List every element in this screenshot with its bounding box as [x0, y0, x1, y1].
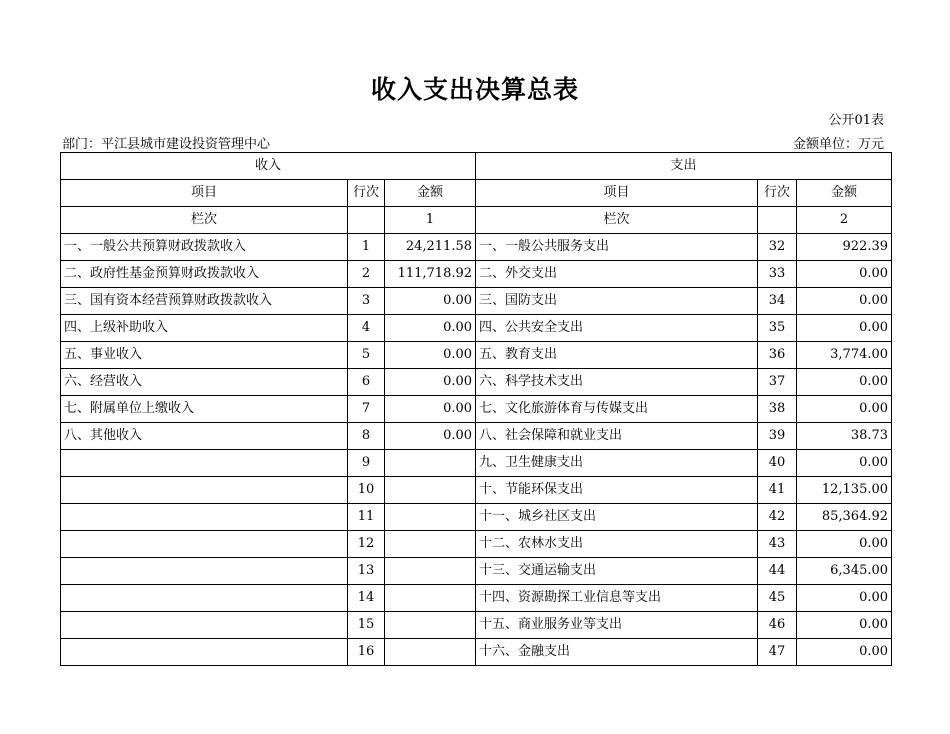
expense-amount-cell: 12,135.00	[797, 477, 892, 504]
expense-amount-cell: 0.00	[797, 639, 892, 666]
income-amount-cell	[385, 639, 476, 666]
expense-item-cell: 十一、城乡社区支出	[476, 504, 758, 531]
expense-amount-cell: 3,774.00	[797, 342, 892, 369]
expense-item-cell: 四、公共安全支出	[476, 315, 758, 342]
expense-row-no-cell: 40	[758, 450, 797, 477]
table-row	[61, 558, 892, 585]
income-amount-cell: 0.00	[385, 315, 476, 342]
income-item-cell	[61, 585, 348, 612]
header-row-column-index	[61, 207, 892, 234]
expense-row-no-cell: 45	[758, 585, 797, 612]
table-row	[61, 504, 892, 531]
expense-amount-cell: 85,364.92	[797, 504, 892, 531]
expense-amount-cell: 0.00	[797, 396, 892, 423]
expense-item-cell: 十二、农林水支出	[476, 531, 758, 558]
income-amount-header: 金额	[385, 180, 476, 207]
income-item-cell	[61, 612, 348, 639]
expense-row-no-cell: 37	[758, 369, 797, 396]
income-row-no-cell: 11	[348, 504, 385, 531]
income-amount-cell	[385, 585, 476, 612]
table-row	[61, 639, 892, 666]
expense-item-cell: 九、卫生健康支出	[476, 450, 758, 477]
expense-amount-cell: 922.39	[797, 234, 892, 261]
expense-item-cell: 八、社会保障和就业支出	[476, 423, 758, 450]
income-row-no-cell: 5	[348, 342, 385, 369]
income-row-no-header: 行次	[348, 180, 385, 207]
income-amount-cell	[385, 558, 476, 585]
income-row-no-cell: 12	[348, 531, 385, 558]
income-item-header: 项目	[61, 180, 348, 207]
expense-row-no-cell: 39	[758, 423, 797, 450]
table-row	[61, 342, 892, 369]
expense-amount-cell: 0.00	[797, 585, 892, 612]
department-label: 部门：平江县城市建设投资管理中心	[62, 137, 271, 152]
form-number: 公开01表	[828, 113, 884, 128]
income-row-no-cell: 2	[348, 261, 385, 288]
income-row-no-cell: 3	[348, 288, 385, 315]
expense-row-no-cell: 36	[758, 342, 797, 369]
income-row-no-cell: 9	[348, 450, 385, 477]
expense-amount-cell: 0.00	[797, 288, 892, 315]
amount-unit-label: 金额单位：万元	[792, 137, 884, 152]
expense-item-cell: 三、国防支出	[476, 288, 758, 315]
table-row	[61, 396, 892, 423]
expense-row-no-cell: 43	[758, 531, 797, 558]
table-row	[61, 423, 892, 450]
expense-row-no-cell: 38	[758, 396, 797, 423]
income-row-no-cell: 4	[348, 315, 385, 342]
income-row-no-cell: 13	[348, 558, 385, 585]
table-row	[61, 450, 892, 477]
income-column-empty	[348, 207, 385, 234]
expense-row-no-cell: 44	[758, 558, 797, 585]
income-amount-cell	[385, 477, 476, 504]
expense-header: 支出	[476, 153, 892, 180]
income-row-no-cell: 8	[348, 423, 385, 450]
expense-amount-cell: 6,345.00	[797, 558, 892, 585]
expense-item-cell: 二、外交支出	[476, 261, 758, 288]
income-row-no-cell: 16	[348, 639, 385, 666]
expense-row-no-cell: 41	[758, 477, 797, 504]
income-item-cell: 七、附属单位上缴收入	[61, 396, 348, 423]
income-amount-cell: 0.00	[385, 369, 476, 396]
income-amount-cell: 0.00	[385, 288, 476, 315]
income-amount-cell	[385, 531, 476, 558]
table-row	[61, 612, 892, 639]
income-item-cell: 八、其他收入	[61, 423, 348, 450]
income-amount-cell	[385, 450, 476, 477]
income-item-cell: 二、政府性基金预算财政拨款收入	[61, 261, 348, 288]
income-item-cell: 四、上级补助收入	[61, 315, 348, 342]
income-column-index: 1	[385, 207, 476, 234]
expense-amount-cell: 0.00	[797, 612, 892, 639]
income-item-cell: 三、国有资本经营预算财政拨款收入	[61, 288, 348, 315]
table-row	[61, 531, 892, 558]
expense-row-no-cell: 47	[758, 639, 797, 666]
income-header: 收入	[61, 153, 476, 180]
income-item-cell: 五、事业收入	[61, 342, 348, 369]
expense-column-index: 2	[797, 207, 892, 234]
expense-row-no-cell: 34	[758, 288, 797, 315]
income-item-cell	[61, 477, 348, 504]
expense-column-empty	[758, 207, 797, 234]
expense-amount-cell: 0.00	[797, 261, 892, 288]
table-row	[61, 369, 892, 396]
income-row-no-cell: 1	[348, 234, 385, 261]
expense-item-cell: 十、节能环保支出	[476, 477, 758, 504]
income-amount-cell: 0.00	[385, 342, 476, 369]
expense-row-no-cell: 33	[758, 261, 797, 288]
income-row-no-cell: 15	[348, 612, 385, 639]
header-row-sections	[61, 153, 892, 180]
expense-amount-cell: 0.00	[797, 315, 892, 342]
income-amount-cell: 0.00	[385, 423, 476, 450]
income-item-cell	[61, 558, 348, 585]
expense-row-no-header: 行次	[758, 180, 797, 207]
expense-row-no-cell: 35	[758, 315, 797, 342]
income-item-cell	[61, 450, 348, 477]
expense-row-no-cell: 32	[758, 234, 797, 261]
income-item-cell	[61, 531, 348, 558]
income-amount-cell	[385, 612, 476, 639]
income-row-no-cell: 7	[348, 396, 385, 423]
header-row-columns	[61, 180, 892, 207]
table-row	[61, 585, 892, 612]
expense-column-label: 栏次	[476, 207, 758, 234]
expense-item-cell: 十六、金融支出	[476, 639, 758, 666]
expense-amount-header: 金额	[797, 180, 892, 207]
expense-item-cell: 十三、交通运输支出	[476, 558, 758, 585]
expense-row-no-cell: 46	[758, 612, 797, 639]
expense-item-cell: 六、科学技术支出	[476, 369, 758, 396]
table-row	[61, 477, 892, 504]
income-row-no-cell: 6	[348, 369, 385, 396]
table-row	[61, 315, 892, 342]
income-item-cell: 一、一般公共预算财政拨款收入	[61, 234, 348, 261]
expense-item-cell: 七、文化旅游体育与传媒支出	[476, 396, 758, 423]
table-row	[61, 261, 892, 288]
expense-amount-cell: 0.00	[797, 369, 892, 396]
income-row-no-cell: 10	[348, 477, 385, 504]
income-amount-cell: 24,211.58	[385, 234, 476, 261]
expense-item-header: 项目	[476, 180, 758, 207]
expense-row-no-cell: 42	[758, 504, 797, 531]
expense-item-cell: 五、教育支出	[476, 342, 758, 369]
income-item-cell	[61, 504, 348, 531]
expense-item-cell: 一、一般公共服务支出	[476, 234, 758, 261]
income-row-no-cell: 14	[348, 585, 385, 612]
income-item-cell: 六、经营收入	[61, 369, 348, 396]
budget-summary-table	[60, 152, 892, 666]
income-amount-cell: 111,718.92	[385, 261, 476, 288]
income-column-label: 栏次	[61, 207, 348, 234]
expense-amount-cell: 0.00	[797, 531, 892, 558]
expense-item-cell: 十五、商业服务业等支出	[476, 612, 758, 639]
table-row	[61, 288, 892, 315]
page-title: 收入支出决算总表	[370, 75, 579, 104]
income-item-cell	[61, 639, 348, 666]
income-amount-cell	[385, 504, 476, 531]
expense-item-cell: 十四、资源勘探工业信息等支出	[476, 585, 758, 612]
expense-amount-cell: 0.00	[797, 450, 892, 477]
income-amount-cell: 0.00	[385, 396, 476, 423]
table-row	[61, 234, 892, 261]
expense-amount-cell: 38.73	[797, 423, 892, 450]
